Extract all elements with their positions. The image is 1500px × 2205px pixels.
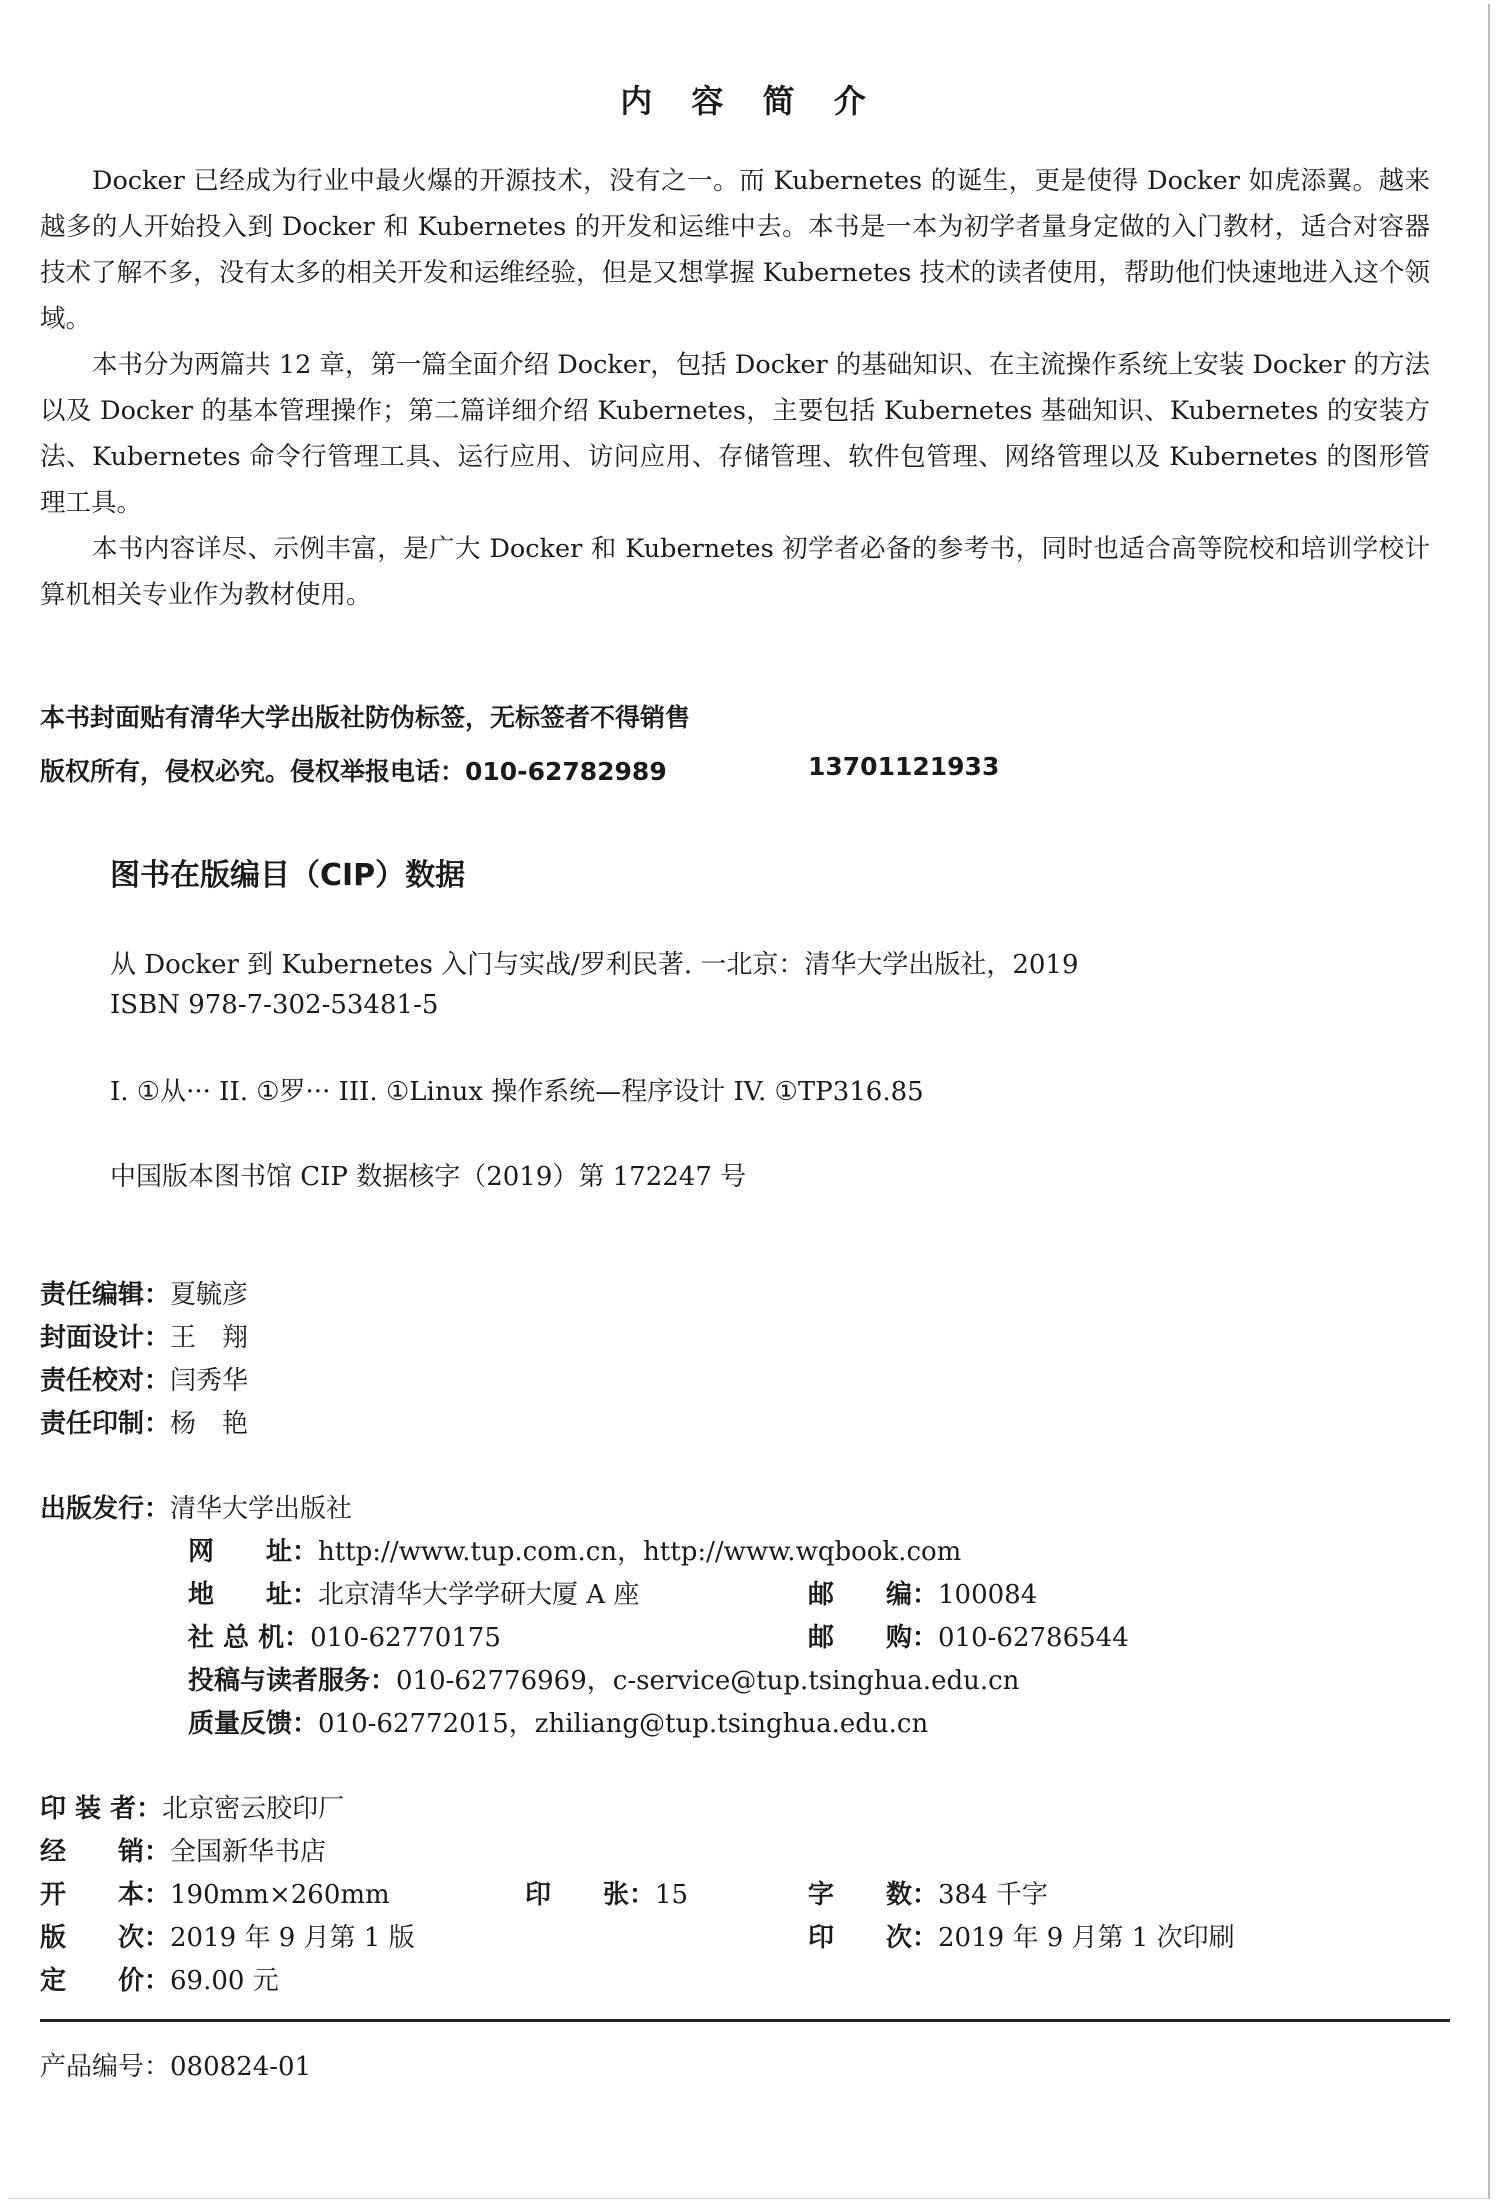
website-row [188, 1531, 961, 1568]
staff-label: 责任编辑： [40, 1280, 171, 1310]
format-row [40, 1874, 390, 1911]
summary-paragraph-1: Docker 已经成为行业中最火爆的开源技术，没有之一。而 Kubernetes 的诞生，更是使得 Docker 如虎添翼。越来越多的人开始投入到 Docker 和 Kubernetes 的开发和运维中去。本书是一本为初学者量身定做的入门教材，适合对容器技术了解不多，没有太多的相关开发和运维经验，但是又想掌握 Kubernetes 技术的读者使用，帮助他们快速地进入这个领域。 [40, 166, 1430, 334]
mail-order-value: 010-62786544 [938, 1623, 1129, 1653]
mail-order-row [808, 1617, 1129, 1654]
cip-isbn: ISBN 978-7-302-53481-5 [110, 990, 439, 1020]
staff-label: 封面设计： [40, 1323, 171, 1353]
staff-value: 杨 艳 [170, 1409, 249, 1439]
printer-row [40, 1788, 344, 1825]
distributor-label: 经 销： [40, 1837, 171, 1867]
page-title: 内 容 简 介 [620, 82, 880, 120]
edition-label: 版 次： [40, 1923, 171, 1953]
service-label: 投稿与读者服务： [188, 1666, 397, 1696]
staff-label: 责任印制： [40, 1409, 171, 1439]
staff-label: 责任校对： [40, 1366, 171, 1396]
staff-row [40, 1403, 248, 1440]
address-row [188, 1574, 639, 1611]
publisher-name: 清华大学出版社 [170, 1494, 353, 1524]
switchboard-value: 010-62770175 [310, 1623, 501, 1653]
service-value: 010-62776969，c-service@tup.tsinghua.edu.cn [396, 1666, 1020, 1696]
quality-label: 质量反馈： [188, 1709, 319, 1739]
format-value: 190mm×260mm [170, 1880, 390, 1910]
edition-row [40, 1917, 415, 1954]
zip-label: 邮 编： [808, 1580, 939, 1610]
zip-row [808, 1574, 1037, 1611]
website-label: 网 址： [188, 1537, 319, 1567]
printer-value: 北京密云胶印厂 [162, 1794, 345, 1824]
sheets-label: 印 张： [525, 1880, 656, 1910]
sheets-row [525, 1874, 688, 1911]
zip-value: 100084 [938, 1580, 1038, 1610]
book-summary [40, 158, 1430, 618]
edition-value: 2019 年 9 月第 1 版 [170, 1923, 415, 1953]
mail-order-label: 邮 购： [808, 1623, 939, 1653]
divider-line [40, 2019, 1450, 2022]
address-value: 北京清华大学学研大厦 A 座 [318, 1580, 640, 1610]
quality-value: 010-62772015，zhiliang@tup.tsinghua.edu.cn [318, 1709, 929, 1739]
price-row [40, 1960, 279, 1997]
price-value: 69.00 元 [170, 1966, 279, 1996]
format-label: 开 本： [40, 1880, 171, 1910]
product-number-row [40, 2046, 311, 2083]
word-count-row [808, 1874, 1048, 1911]
impression-value: 2019 年 9 月第 1 次印刷 [938, 1923, 1235, 1953]
cip-record-number: 中国版本图书馆 CIP 数据核字（2019）第 172247 号 [110, 1162, 747, 1192]
staff-row [40, 1317, 248, 1354]
word-count-label: 字 数： [808, 1880, 939, 1910]
impression-row [808, 1917, 1235, 1954]
summary-paragraph-2: 本书分为两篇共 12 章，第一篇全面介绍 Docker，包括 Docker 的基础知识、在主流操作系统上安装 Docker 的方法以及 Docker 的基本管理操作；第二篇详细介绍 Kubernetes，主要包括 Kubernetes 基础知识、Kubernetes 的安装方法、Kubernetes 命令行管理工具、运行应用、访问应用、存储管理、软件包管理、网络管理以及 Kubernetes 的图形管理工具。 [40, 350, 1430, 518]
address-label: 地 址： [188, 1580, 319, 1610]
anti-counterfeit-notice: 本书封面贴有清华大学出版社防伪标签，无标签者不得销售 [40, 703, 691, 732]
website-value: http://www.tup.com.cn，http://www.wqbook.com [318, 1537, 962, 1567]
report-phone: 13701121933 [808, 752, 1000, 781]
staff-row [40, 1274, 248, 1311]
price-label: 定 价： [40, 1966, 171, 1996]
word-count-value: 384 千字 [938, 1880, 1048, 1910]
cip-classification: I. ①从··· II. ①罗··· III. ①Linux 操作系统—程序设计 IV. ①TP316.85 [110, 1077, 924, 1107]
staff-value: 王 翔 [170, 1323, 249, 1353]
quality-row [188, 1703, 928, 1740]
impression-label: 印 次： [808, 1923, 939, 1953]
staff-value: 闫秀华 [170, 1366, 249, 1396]
product-number-value: 080824-01 [170, 2052, 312, 2082]
switchboard-row [188, 1617, 501, 1654]
service-row [188, 1660, 1019, 1697]
publisher-row [40, 1488, 352, 1525]
staff-value: 夏毓彦 [170, 1280, 249, 1310]
copyright-notice: 版权所有，侵权必究。侵权举报电话：010-62782989 [40, 757, 667, 786]
summary-paragraph-3: 本书内容详尽、示例丰富，是广大 Docker 和 Kubernetes 初学者必备的参考书，同时也适合高等院校和培训学校计算机相关专业作为教材使用。 [40, 534, 1430, 610]
publisher-label: 出版发行： [40, 1494, 171, 1524]
staff-row [40, 1360, 248, 1397]
distributor-row [40, 1831, 326, 1868]
product-number-label: 产品编号： [40, 2052, 171, 2082]
cip-heading: 图书在版编目（CIP）数据 [110, 858, 466, 893]
distributor-value: 全国新华书店 [170, 1837, 327, 1867]
switchboard-label: 社 总 机： [188, 1623, 311, 1653]
sheets-value: 15 [655, 1880, 689, 1910]
cip-entry: 从 Docker 到 Kubernetes 入门与实战/罗利民著. 一北京：清华大学出版社，2019 [110, 950, 1079, 980]
printer-label: 印 装 者： [40, 1794, 163, 1824]
